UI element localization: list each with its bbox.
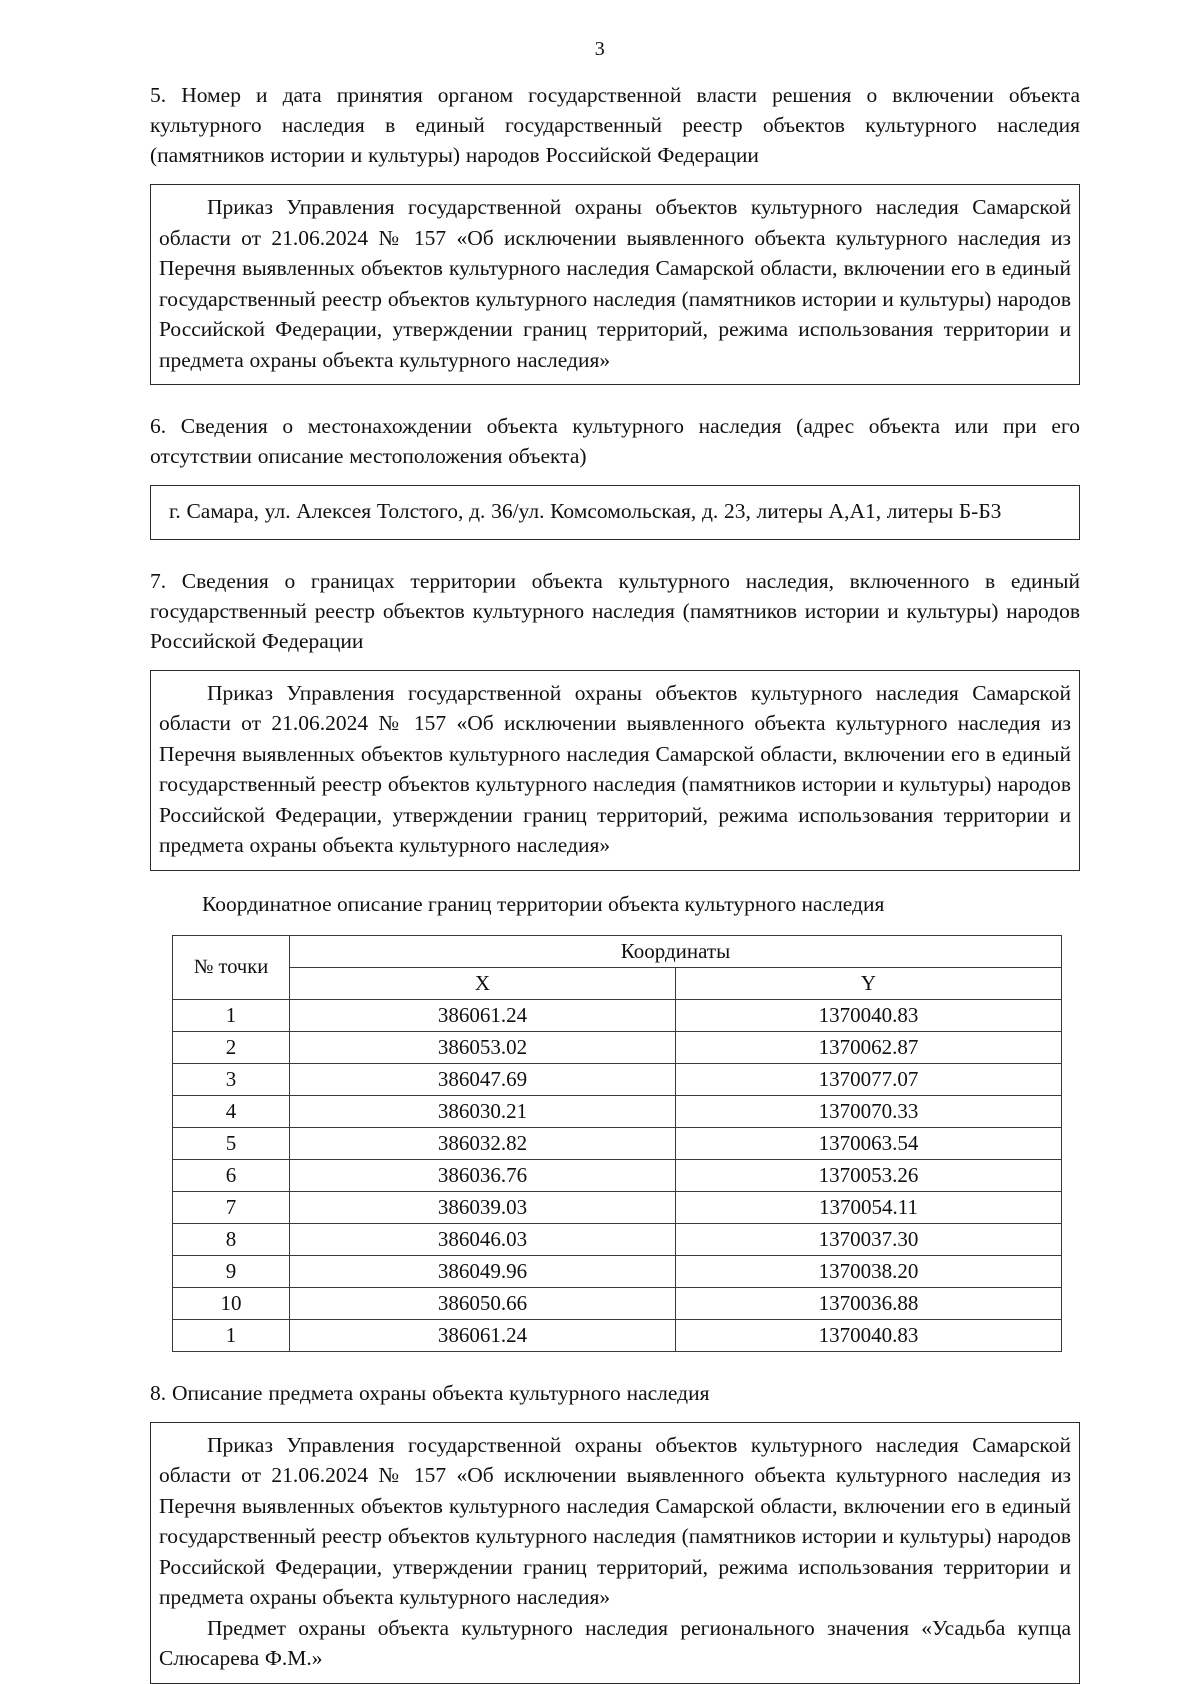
cell-x: 386030.21	[290, 1095, 676, 1127]
table-row	[173, 1191, 1062, 1223]
cell-point-number: 10	[173, 1287, 290, 1319]
header-y: Y	[676, 967, 1062, 999]
section-6-heading: 6. Сведения о местонахождении объекта культурного наследия (адрес объекта или при его отсутствии описание местоположения объекта)	[150, 414, 1080, 468]
header-x: X	[290, 967, 676, 999]
cell-x: 386036.76	[290, 1159, 676, 1191]
spacer	[150, 871, 1080, 889]
cell-x: 386039.03	[290, 1191, 676, 1223]
cell-x: 386032.82	[290, 1127, 676, 1159]
coordinate-table-body	[173, 999, 1062, 1351]
cell-y: 1370037.30	[676, 1223, 1062, 1255]
cell-point-number: 1	[173, 999, 290, 1031]
spacer	[150, 385, 1080, 411]
cell-x: 386049.96	[290, 1255, 676, 1287]
table-row	[173, 999, 1062, 1031]
table-row	[173, 1255, 1062, 1287]
coordinate-table-caption: Координатное описание границ территории объекта культурного наследия	[202, 891, 885, 916]
table-row	[173, 1287, 1062, 1319]
header-coordinates-group: Координаты	[290, 935, 1062, 967]
cell-y: 1370063.54	[676, 1127, 1062, 1159]
cell-y: 1370040.83	[676, 999, 1062, 1031]
cell-point-number: 1	[173, 1319, 290, 1351]
table-row	[173, 1127, 1062, 1159]
cell-y: 1370070.33	[676, 1095, 1062, 1127]
cell-point-number: 3	[173, 1063, 290, 1095]
spacer	[150, 540, 1080, 566]
cell-x: 386061.24	[290, 999, 676, 1031]
section-7-box	[150, 670, 1080, 871]
table-header-row-2	[173, 967, 1062, 999]
table-row	[173, 1031, 1062, 1063]
cell-point-number: 8	[173, 1223, 290, 1255]
cell-point-number: 2	[173, 1031, 290, 1063]
section-5-box	[150, 184, 1080, 385]
table-row	[173, 1319, 1062, 1351]
cell-x: 386061.24	[290, 1319, 676, 1351]
cell-y: 1370040.83	[676, 1319, 1062, 1351]
section-7-heading: 7. Сведения о границах территории объекта культурного наследия, включенного в единый государственный реестр объектов культурного наследия (памятников истории и культуры) народов Российской Федерации	[150, 568, 1080, 653]
cell-y: 1370054.11	[676, 1191, 1062, 1223]
document-content	[150, 80, 1080, 1684]
cell-x: 386047.69	[290, 1063, 676, 1095]
table-row	[173, 1223, 1062, 1255]
cell-y: 1370077.07	[676, 1063, 1062, 1095]
spacer	[150, 1352, 1080, 1378]
cell-point-number: 7	[173, 1191, 290, 1223]
section-5-box-text: Приказ Управления государственной охраны объектов культурного наследия Самарской области от 21.06.2024 № 157 «Об исключении выявленного объекта культурного наследия из Перечня выявленных объектов культурного наследия Самарской области, включении его в единый государственный реестр объектов культурного наследия (памятников истории и культуры) народов Российской Федерации, утверждении границ территорий, режима использования территории и предмета охраны объекта культурного наследия»	[159, 195, 1071, 372]
section-7-box-text: Приказ Управления государственной охраны объектов культурного наследия Самарской области от 21.06.2024 № 157 «Об исключении выявленного объекта культурного наследия из Перечня выявленных объектов культурного наследия Самарской области, включении его в единый государственный реестр объектов культурного наследия (памятников истории и культуры) народов Российской Федерации, утверждении границ территорий, режима использования территории и предмета охраны объекта культурного наследия»	[159, 680, 1071, 857]
section-8-heading: 8. Описание предмета охраны объекта культурного наследия	[150, 1380, 710, 1405]
cell-y: 1370053.26	[676, 1159, 1062, 1191]
section-5-heading: 5. Номер и дата принятия органом государственной власти решения о включении объекта культурного наследия в единый государственный реестр объектов культурного наследия (памятников истории и культуры) народов Российской Федерации	[150, 83, 1080, 167]
cell-x: 386050.66	[290, 1287, 676, 1319]
table-row	[173, 1159, 1062, 1191]
table-header-row-1	[173, 935, 1062, 967]
coordinate-table-head	[173, 935, 1062, 999]
section-6-address-text: г. Самара, ул. Алексея Толстого, д. 36/ул. Комсомольская, д. 23, литеры А,А1, литеры Б-Б3	[169, 499, 1002, 523]
cell-point-number: 9	[173, 1255, 290, 1287]
cell-y: 1370038.20	[676, 1255, 1062, 1287]
cell-x: 386053.02	[290, 1031, 676, 1063]
header-point-number: № точки	[173, 935, 290, 999]
cell-point-number: 4	[173, 1095, 290, 1127]
section-8-subject-text: Предмет охраны объекта культурного наследия регионального значения «Усадьба купца Слюсарева Ф.М.»	[159, 1615, 1071, 1670]
coordinate-table	[172, 935, 1062, 1352]
section-8-box-text: Приказ Управления государственной охраны объектов культурного наследия Самарской области от 21.06.2024 № 157 «Об исключении выявленного объекта культурного наследия из Перечня выявленных объектов культурного наследия Самарской области, включении его в единый государственный реестр объектов культурного наследия (памятников истории и культуры) народов Российской Федерации, утверждении границ территорий, режима использования территории и предмета охраны объекта культурного наследия»	[159, 1432, 1071, 1609]
cell-x: 386046.03	[290, 1223, 676, 1255]
cell-point-number: 5	[173, 1127, 290, 1159]
section-6-box	[150, 485, 1080, 540]
cell-point-number: 6	[173, 1159, 290, 1191]
table-row	[173, 1095, 1062, 1127]
cell-y: 1370036.88	[676, 1287, 1062, 1319]
cell-y: 1370062.87	[676, 1031, 1062, 1063]
page-number: 3	[594, 38, 606, 60]
table-row	[173, 1063, 1062, 1095]
